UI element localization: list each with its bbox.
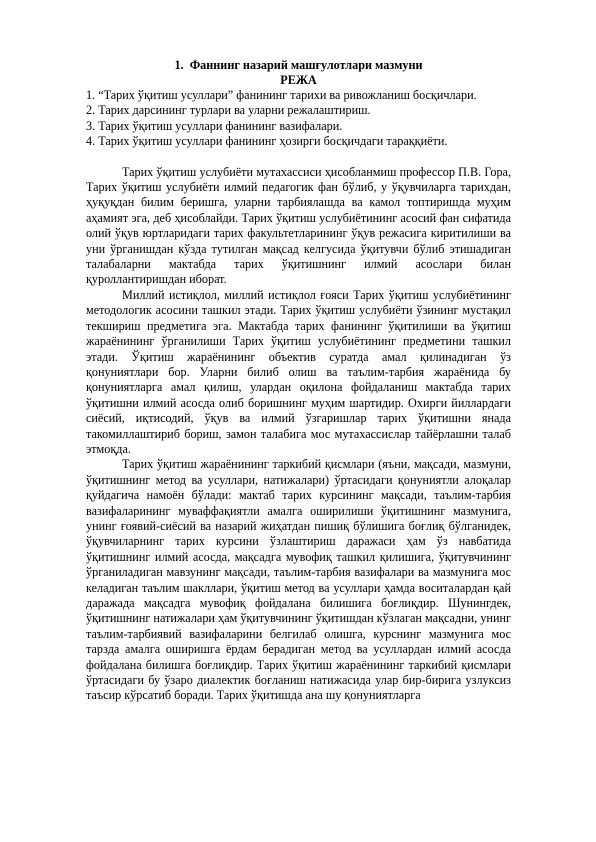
body-paragraph: Тарих ўқитиш услубиёти мутахассиси ҳисобланмиш профессор П.В. Гора, Тарих ўқитиш услубиёти илмий педагогик фан бўлиб, у ўқувчиларга тарихдан, ҳуқуқдан билим беришга, уларни тарбиялашда ва камол топтиришда муҳим аҳамият эга, деб ҳисоблайди. Тарих ўқитиш услубиётининг асосий фан сифатида олий ўқув юртларидаги тарих факультетларининг ўқув режасига киритилиши ва уни ўрганишдан кўзда тутилган мақсад келгусида ўқитувчи бўлиб этишадиган талабаларни мактабда тарих ўқитишнинг илмий асослари билан қуроллантиришдан иборат. <box>86 164 511 287</box>
plan-item: 2. Тарих дарсининг турлари ва уларни режалаштириш. <box>86 103 371 118</box>
plan-item: 1. “Тарих ўқитиш усуллари” фанининг тарихи ва ривожланиш босқичлари. <box>86 88 477 102</box>
section-heading-number: 1. <box>174 58 184 72</box>
document-page <box>86 58 511 704</box>
plan-item: 3. Тарих ўқитиш усуллари фанининг вазифалари. <box>86 118 343 133</box>
section-heading <box>86 58 511 73</box>
plan-item: 4. Тарих ўқитиш усуллари фанининг ҳозирги босқичдаги тараққиёти. <box>86 134 448 149</box>
body-paragraph: Миллий истиқлол, миллий истиқлол ғояси Тарих ўқитиш услубиётининг методологик асосини ташкил этади. Тарих ўқитиш услубиёти ўзининг мустақил текшириш предметига эга. Мактабда тарих фанининг ўқитилиши ва ўқитиш жараёнининг ўрганилиши Тарих ўқитиш услубиётининг предметини ташкил этади. Ўқитиш жараёнининг объектив суратда амал қилинадиган ўз қонуниятлари бор. Уларни билиб олиш ва таълим-тарбия жараёнида бу қонуниятларга амал қилиш, улардан оқилона фойдаланиш мактабда тарих ўқитишни илмий асосда олиб боришнинг муҳим шартидир. Охирги йиллардаги сиёсий, иқтисодий, ўқув ва илмий ўзгаришлар тарих ўқитишни янада такомиллаштириб бориш, замон талабига мос мутахассислар тайёрлашни талаб этмоқда. <box>86 287 511 456</box>
body-paragraph: Тарих ўқитиш жараёнининг таркибий қисмлари (яъни, мақсади, мазмуни, ўқитишнинг метод ва усуллари, натижалари) ўртасидаги қонуниятли алоқалар қуйдагича намоён бўлади: мактаб тарих курсининг мақсади, таълим-тарбия вазифаларининг муваффақиятли амалга оширилиши ўқитишнинг мазмунига, унинг ғоявий-сиёсий ва назарий жиҳатдан пишиқ бўлишига боғлиқ бўлганидек, ўқувчиларнинг тарих курсини ўзлаштириш даражаси ҳам ўз навбатида ўқитишнинг илмий асосда, мақсадга мувофиқ ташкил қилишига, ўқитувчининг ўрганиладиган мавзунинг мақсади, таълим-тарбия вазифалари ва мазмунига мос келадиган таълим шакллари, ўқитиш метод ва усуллари ҳамда воситалардан қай даражада мақсадга мувофиқ фойдалана билишига боғлиқдир. Шунингдек, ўқитишнинг натижалари ҳам ўқитувчининг ўқитишдан кўзлаган мақсадни, унинг таълим-тарбиявий вазифаларини белгилаб олишга, курснинг мазмунига мос тарзда амалга оширишга ёрдам берадиган метод ва усуллардан илмий асосда фойдалана билишга боғлиқдир. Тарих ўқитиш жараёнининг таркибий қисмлари ўртасидаги бу ўзаро диалектик боғланиш натижасида улар бир-бирига узлуксиз таъсир кўрсатиб боради. Тарих ўқитишда ана шу қонуниятларга <box>86 457 511 703</box>
section-heading-text: Фаннинг назарий машғулотлари мазмуни <box>189 58 423 72</box>
plan-title: РЕЖА <box>280 73 317 87</box>
plan-list <box>86 88 511 150</box>
